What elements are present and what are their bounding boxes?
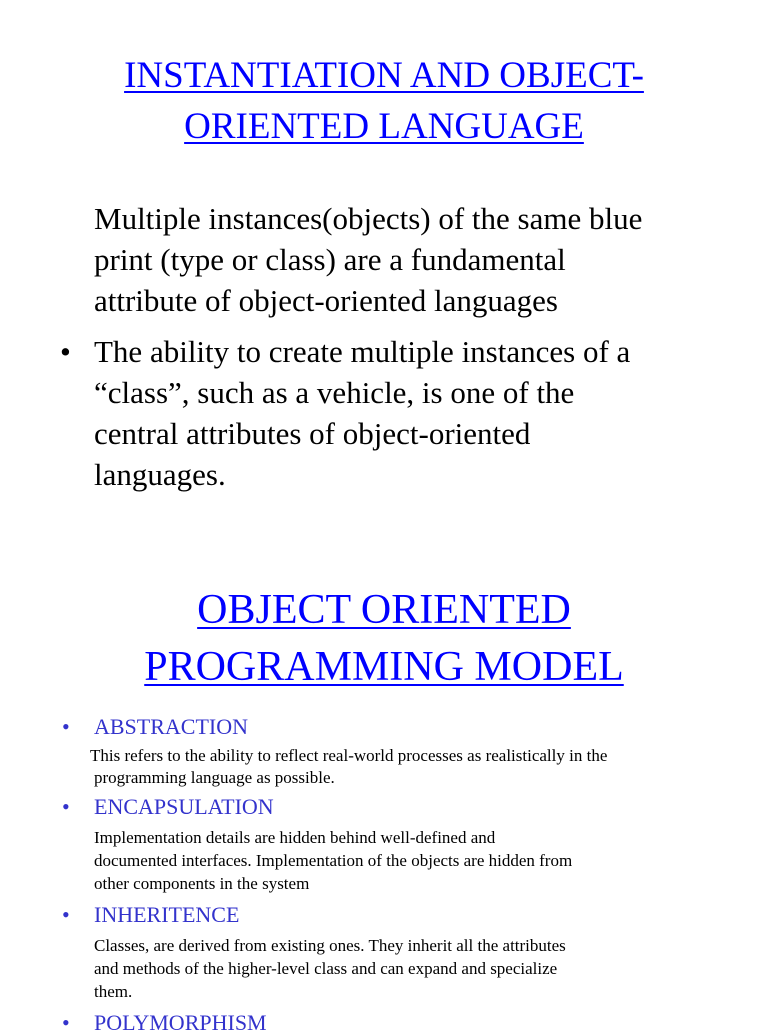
slide1-paragraph-line-1: Multiple instances(objects) of the same blue [94,201,643,236]
abstraction-heading: ABSTRACTION [94,714,249,739]
inheritence-desc-line-1: Classes, are derived from existing ones. They inherit all the attributes [94,936,566,955]
slide1-bullet-line-3: central attributes of object-oriented [94,416,531,451]
polymorphism-heading: POLYMORPHISM [94,1010,267,1035]
abstraction-desc-line-1: This refers to the ability to reflect real-world processes as realistically in the [90,746,608,765]
abstraction-desc-line-2: programming language as possible. [94,768,335,787]
encapsulation-desc-line-2: documented interfaces. Implementation of the objects are hidden from [94,851,573,870]
inheritence-desc-line-2: and methods of the higher-level class and can expand and specialize [94,959,558,978]
item-bullet-marker: • [62,902,70,927]
inheritence-desc-line-3: them. [94,982,133,1001]
slide1-title-line-1: INSTANTIATION AND OBJECT- [124,55,644,96]
slide1-title-line-2: ORIENTED LANGUAGE [184,106,584,147]
inheritence-heading: INHERITENCE [94,902,240,927]
slide1-paragraph-line-2: print (type or class) are a fundamental [94,242,566,277]
slide1-paragraph-line-3: attribute of object-oriented languages [94,283,558,318]
encapsulation-desc-line-1: Implementation details are hidden behind well-defined and [94,828,496,847]
item-bullet-marker: • [62,1010,70,1035]
slide2-title-line-1: OBJECT ORIENTED [197,587,571,633]
slide1-bullet-line-4: languages. [94,457,226,492]
slide1-bullet-line-1: The ability to create multiple instances of a [94,334,631,369]
slide1-bullet-line-2: “class”, such as a vehicle, is one of the [94,375,575,410]
item-bullet-marker: • [62,714,70,739]
item-bullet-marker: • [62,794,70,819]
slide2-title-line-2: PROGRAMMING MODEL [144,644,624,690]
slide1-bullet-marker: • [60,334,71,369]
encapsulation-heading: ENCAPSULATION [94,794,274,819]
encapsulation-desc-line-3: other components in the system [94,874,310,893]
